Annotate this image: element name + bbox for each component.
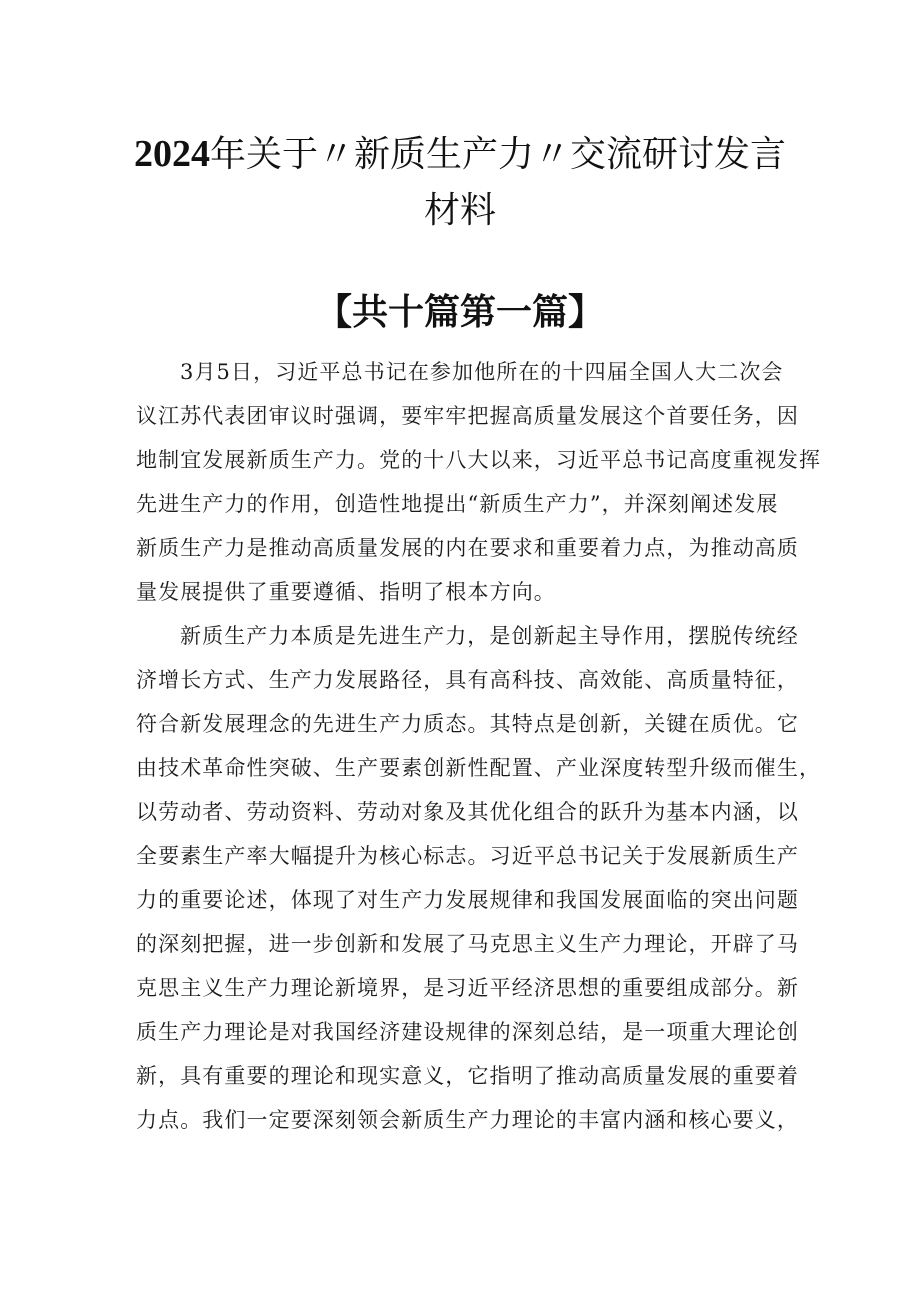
body-line: 力的重要论述，体现了对生产力发展规律和我国发展面临的突出问题 (136, 888, 799, 912)
body-line: 议江苏代表团审议时强调，要牢牢把握高质量发展这个首要任务，因 (136, 404, 799, 428)
body-line: 的深刻把握，进一步创新和发展了马克思主义生产力理论，开辟了马 (136, 932, 799, 956)
title-year: 2024 (133, 133, 210, 175)
body-line: 新，具有重要的理论和现实意义，它指明了推动高质量发展的重要着 (136, 1064, 799, 1088)
body-line: 地制宜发展新质生产力。党的十八大以来，习近平总书记高度重视发挥 (136, 448, 822, 472)
document-title-line-1 (100, 126, 820, 177)
body-line: 济增长方式、生产力发展路径，具有高科技、高效能、高质量特征， (136, 668, 799, 692)
body-line: 先进生产力的作用，创造性地提出“新质生产力”，并深刻阐述发展 (136, 492, 779, 516)
body-line: 由技术革命性突破、生产要素创新性配置、产业深度转型升级而催生， (136, 756, 822, 780)
body-line: 新质生产力本质是先进生产力，是创新起主导作用，摆脱传统经 (180, 624, 799, 648)
body-line: 新质生产力是推动高质量发展的内在要求和重要着力点，为推动高质 (136, 536, 799, 560)
document-title-line-2: 材料 (423, 190, 496, 231)
paragraph-2 (136, 614, 822, 1142)
title-text: 年关于〃新质生产力〃交流研讨发言 (209, 134, 786, 175)
document-body (136, 350, 822, 1142)
body-line: 克思主义生产力理论新境界，是习近平经济思想的重要组成部分。新 (136, 976, 799, 1000)
document-subtitle: 【共十篇第一篇】 (315, 292, 604, 333)
body-line: 量发展提供了重要遵循、指明了根本方向。 (136, 580, 556, 604)
body-line: 全要素生产率大幅提升为核心标志。习近平总书记关于发展新质生产 (136, 844, 799, 868)
body-line: 质生产力理论是对我国经济建设规律的深刻总结，是一项重大理论创 (136, 1020, 799, 1044)
body-line: 以劳动者、劳动资料、劳动对象及其优化组合的跃升为基本内涵，以 (136, 800, 799, 824)
body-line: 力点。我们一定要深刻领会新质生产力理论的丰富内涵和核心要义， (136, 1108, 799, 1132)
paragraph-1 (136, 350, 822, 614)
body-line: 符合新发展理念的先进生产力质态。其特点是创新，关键在质优。它 (136, 712, 799, 736)
body-line: 3月5日，习近平总书记在参加他所在的十四届全国人大二次会 (180, 360, 784, 384)
